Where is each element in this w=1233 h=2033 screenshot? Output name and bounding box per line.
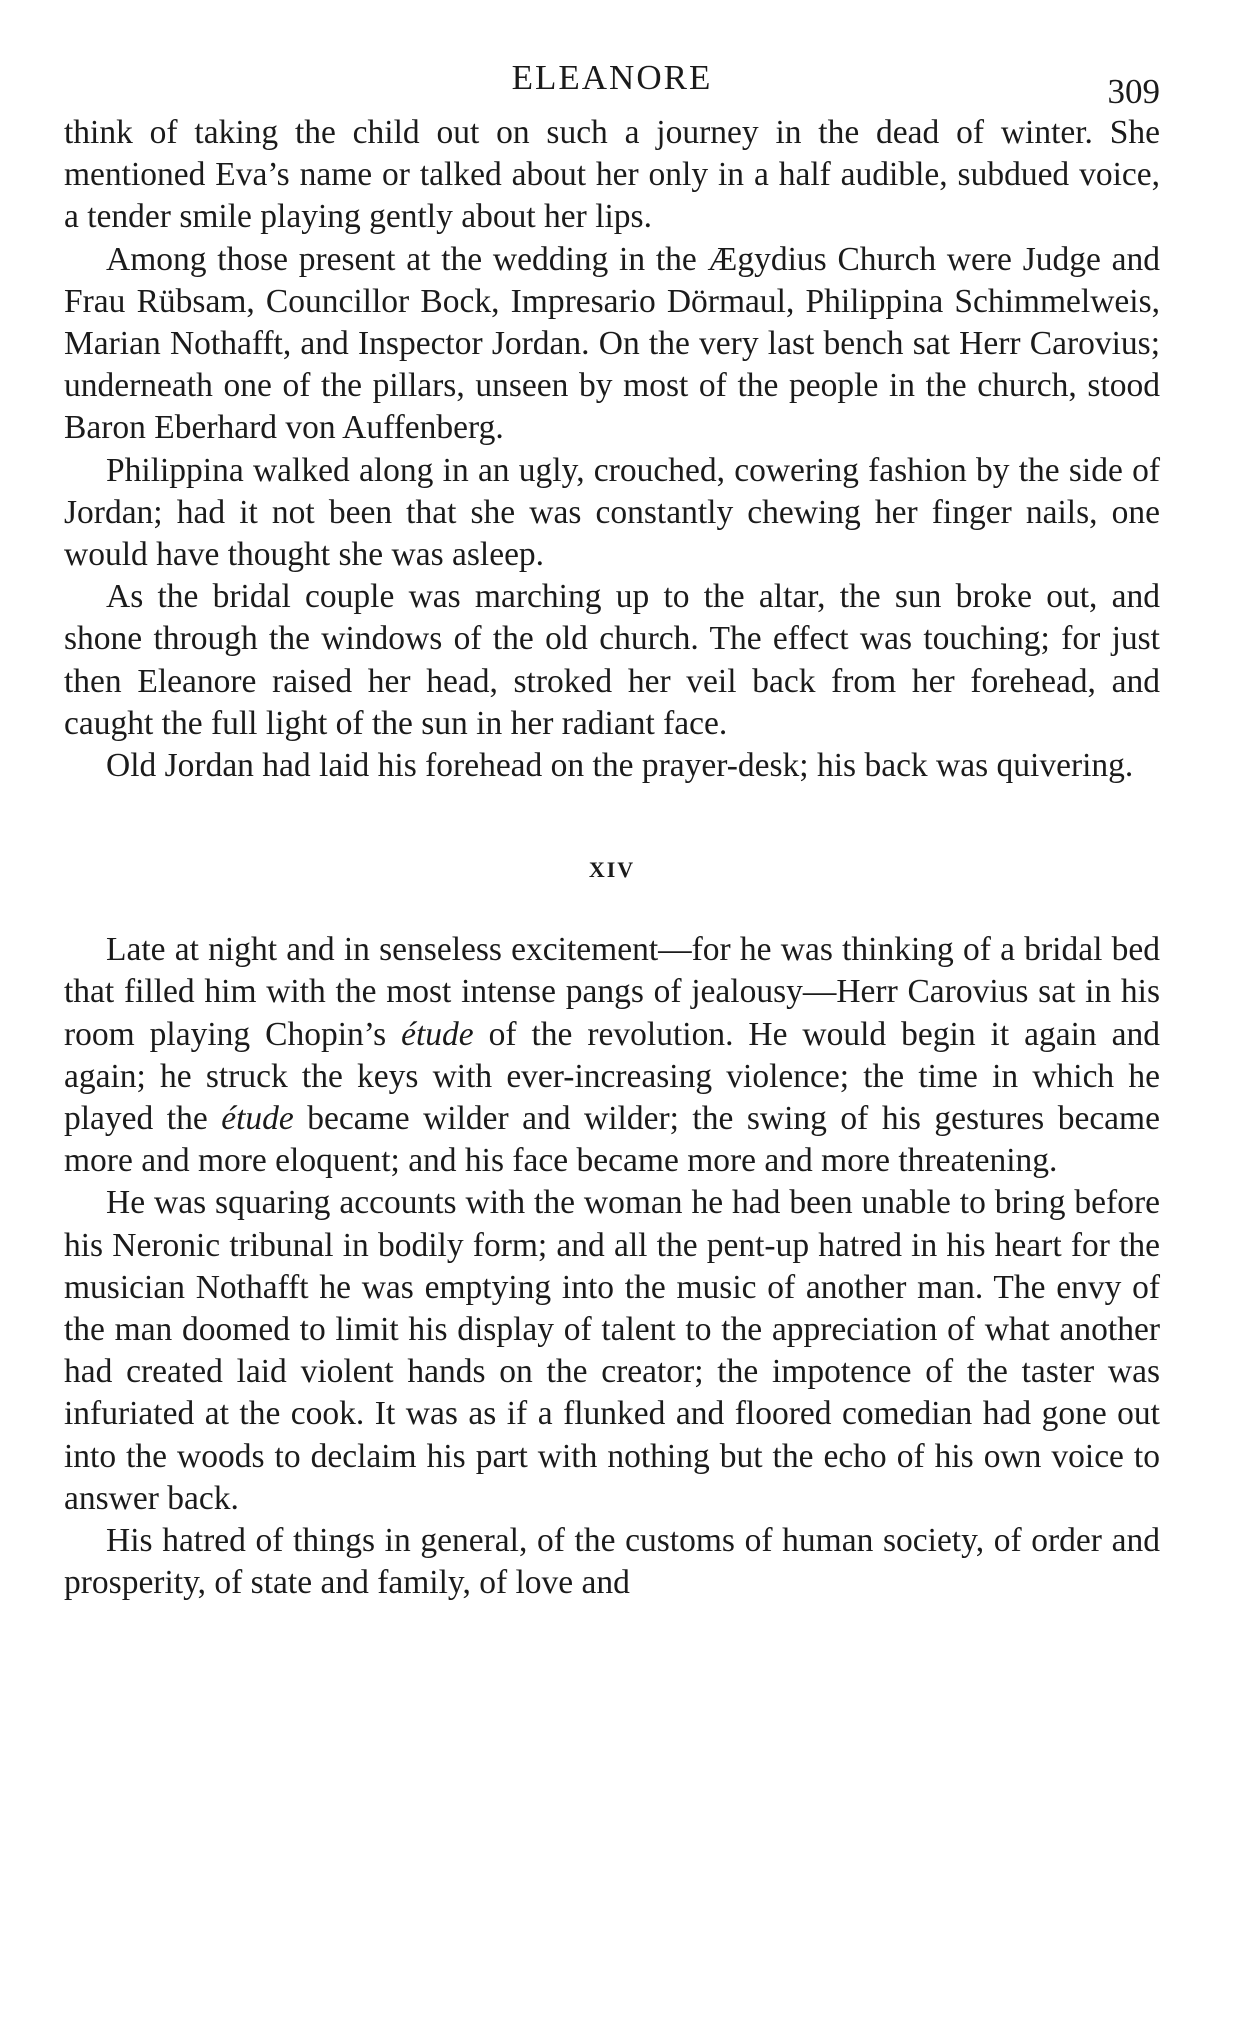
paragraph-bridal-couple: As the bridal couple was marching up to the altar, the sun broke out, and shone through the windows of the old church. The effect was touching; for just then Eleanore raised her head, stroked her veil back from her forehead, and caught the full light of the sun in her radiant face. xyxy=(64,578,1160,742)
paragraph-old-jordan: Old Jordan had laid his forehead on the prayer-desk; his back was quivering. xyxy=(106,747,1134,785)
italic-etude: étude xyxy=(221,1100,294,1138)
italic-etude: étude xyxy=(401,1015,474,1053)
paragraph-wedding-guests: Among those present at the wedding in the Ægydius Church were Judge and Frau Rübsam, Councillor Bock, Impresario Dörmaul, Philippina Schimmelweis, Marian Nothafft, and Inspector Jordan. On the very last bench sat Herr Carovius; underneath one of the pillars, unseen by most of the people in the church, stood Baron Eberhard von Auffenberg. xyxy=(64,240,1160,447)
paragraph-squaring-accounts: He was squaring accounts with the woman he had been unable to bring before his Neronic tribunal in bodily form; and all the pent-up hatred in his heart for the musician Nothafft he was emptying into the music of another man. The envy of the man doomed to limit his display of talent to the appreciation of what another had created laid violent hands on the creator; the impotence of the taster was infuriated at the cook. It was as if a flunked and floored comedian had gone out into the woods to declaim his part with nothing but the echo of his own voice to answer back. xyxy=(64,1184,1160,1517)
paragraph-carovius-playing xyxy=(64,929,1160,1182)
chapter-heading: XIV xyxy=(588,857,636,883)
text-run: became wilder and wilder; the swing of his gestures became more and more eloquent; and his face became more and more threatening. xyxy=(64,1100,1160,1180)
text-run: of the revolution. He would begin it again and again; he struck the keys with ever-increasing violence; the time in which he played the xyxy=(64,1015,1160,1138)
paragraph-philippina: Philippina walked along in an ugly, crouched, cowering fashion by the side of Jordan; had it not been that she was constantly chewing her finger nails, one would have thought she was asleep. xyxy=(64,451,1160,574)
running-title: ELEANORE xyxy=(511,58,713,97)
book-page xyxy=(64,58,1160,1605)
paragraph-continued: think of taking the child out on such a journey in the dead of winter. She mentioned Eva’s name or talked about her only in a half audible, subdued voice, a tender smile playing gently about her lips. xyxy=(64,114,1160,236)
page-number: 309 xyxy=(1107,72,1160,111)
paragraph-hatred: His hatred of things in general, of the customs of human society, of order and prosperity, of state and family, of love and xyxy=(64,1522,1160,1602)
text-run: Late at night and in senseless excitement—for he was thinking of a bridal bed that filled him with the most intense pangs of jealousy—Herr Carovius sat in his room playing Chopin’s xyxy=(64,931,1160,1053)
running-head xyxy=(64,58,1160,112)
